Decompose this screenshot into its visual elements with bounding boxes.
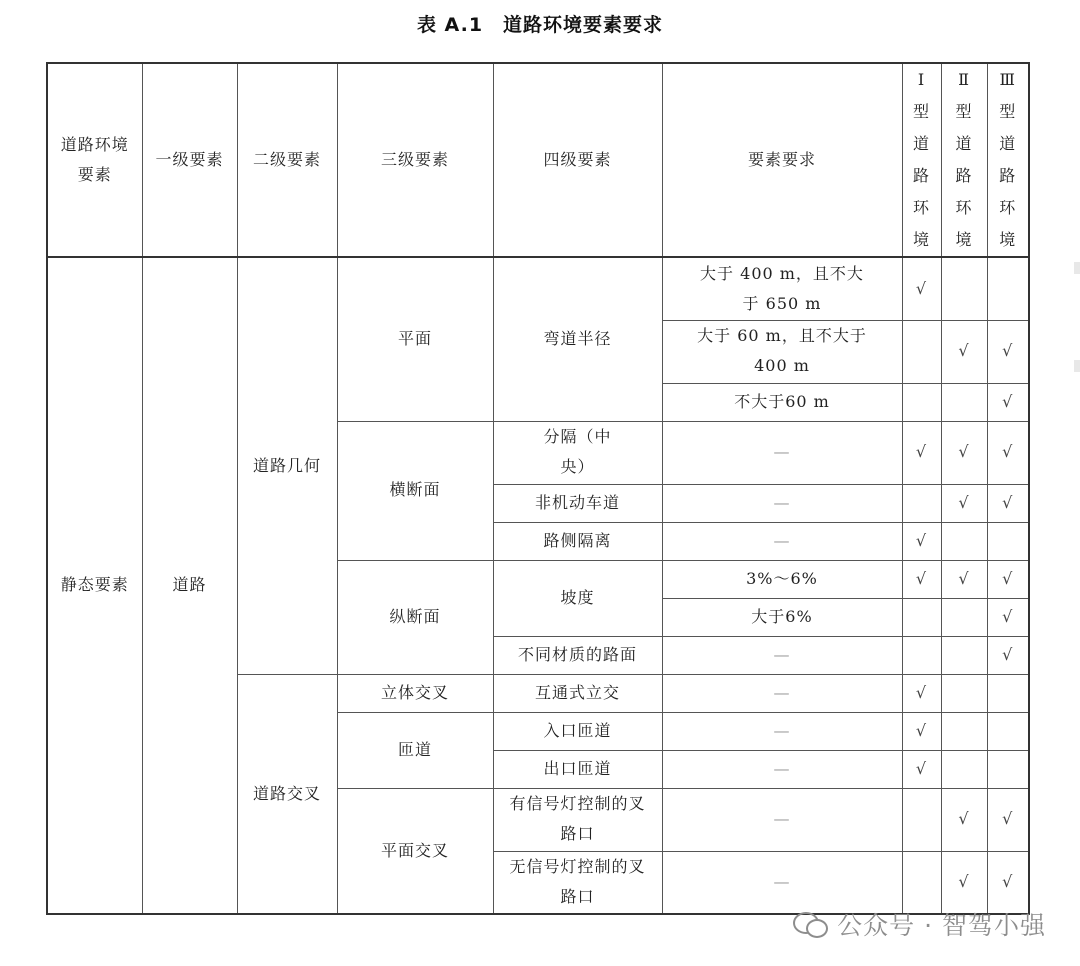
type3-check: √ xyxy=(987,598,1029,636)
wechat-icon xyxy=(793,910,829,938)
type2-check: √ xyxy=(941,320,987,383)
requirement-cell: 3%～6% xyxy=(662,560,902,598)
header-row xyxy=(47,63,1029,257)
type1-check: √ xyxy=(902,421,941,484)
type1-check: √ xyxy=(902,257,941,320)
requirement-cell: 大于 400 m，且不大于 650 m xyxy=(662,257,902,320)
watermark xyxy=(793,906,1046,942)
type2-check xyxy=(941,598,987,636)
type1-check: √ xyxy=(902,750,941,788)
level1-cell: 道路 xyxy=(142,257,237,914)
type3-check: √ xyxy=(987,851,1029,914)
table-row xyxy=(47,257,1029,320)
type1-check xyxy=(902,851,941,914)
requirement-cell: — xyxy=(662,522,902,560)
type2-check xyxy=(941,257,987,320)
header-level3: 三级要素 xyxy=(337,63,493,257)
header-requirement: 要素要求 xyxy=(662,63,902,257)
requirement-cell: 大于6% xyxy=(662,598,902,636)
level4-cell: 无信号灯控制的叉路口 xyxy=(493,851,662,914)
level4-curve-radius-cell: 弯道半径 xyxy=(493,257,662,421)
type2-check xyxy=(941,674,987,712)
type1-check xyxy=(902,788,941,851)
type1-check: √ xyxy=(902,522,941,560)
type3-check: √ xyxy=(987,560,1029,598)
type1-check xyxy=(902,320,941,383)
edge-artifact xyxy=(1074,360,1080,372)
level4-cell: 互通式立交 xyxy=(493,674,662,712)
requirement-cell: — xyxy=(662,484,902,522)
level4-cell: 路侧隔离 xyxy=(493,522,662,560)
header-type1: Ⅰ型道路环境 xyxy=(902,63,941,257)
requirement-cell: — xyxy=(662,421,902,484)
requirement-cell: 大于 60 m，且不大于 400 m xyxy=(662,320,902,383)
type2-check xyxy=(941,750,987,788)
level2-geometry-cell: 道路几何 xyxy=(237,257,337,674)
header-level2: 二级要素 xyxy=(237,63,337,257)
header-type3: Ⅲ型道路环境 xyxy=(987,63,1029,257)
type3-check xyxy=(987,750,1029,788)
level4-cell: 有信号灯控制的叉路口 xyxy=(493,788,662,851)
type3-check xyxy=(987,522,1029,560)
header-level1: 一级要素 xyxy=(142,63,237,257)
edge-artifact xyxy=(1074,262,1080,274)
type3-check: √ xyxy=(987,484,1029,522)
requirement-cell: — xyxy=(662,788,902,851)
type3-check xyxy=(987,712,1029,750)
header-env-element: 道路环境要素 xyxy=(47,63,142,257)
type2-check xyxy=(941,712,987,750)
requirement-cell: — xyxy=(662,750,902,788)
level4-cell: 非机动车道 xyxy=(493,484,662,522)
level3-cross-section-cell: 横断面 xyxy=(337,421,493,560)
type3-check: √ xyxy=(987,788,1029,851)
type2-check: √ xyxy=(941,788,987,851)
type3-check xyxy=(987,257,1029,320)
type2-check: √ xyxy=(941,484,987,522)
level3-ramp-cell: 匝道 xyxy=(337,712,493,788)
level3-interchange-cell: 立体交叉 xyxy=(337,674,493,712)
table-title: 表 A.1 道路环境要素要求 xyxy=(416,14,664,36)
requirement-cell: 不大于60 m xyxy=(662,383,902,421)
requirements-table xyxy=(46,62,1030,915)
requirement-cell: — xyxy=(662,851,902,914)
header-type2: Ⅱ型道路环境 xyxy=(941,63,987,257)
type2-check xyxy=(941,522,987,560)
type1-check xyxy=(902,636,941,674)
type3-check xyxy=(987,674,1029,712)
type1-check xyxy=(902,598,941,636)
type1-check xyxy=(902,383,941,421)
level3-plane-cell: 平面 xyxy=(337,257,493,421)
header-level4: 四级要素 xyxy=(493,63,662,257)
type1-check xyxy=(902,484,941,522)
env-element-cell: 静态要素 xyxy=(47,257,142,914)
level4-cell: 出口匝道 xyxy=(493,750,662,788)
requirement-cell: — xyxy=(662,712,902,750)
requirement-cell: — xyxy=(662,636,902,674)
type2-check: √ xyxy=(941,421,987,484)
type1-check: √ xyxy=(902,674,941,712)
type3-check: √ xyxy=(987,421,1029,484)
type3-check: √ xyxy=(987,320,1029,383)
level4-cell: 入口匝道 xyxy=(493,712,662,750)
type2-check: √ xyxy=(941,851,987,914)
type1-check: √ xyxy=(902,712,941,750)
level2-intersection-cell: 道路交叉 xyxy=(237,674,337,914)
type3-check: √ xyxy=(987,383,1029,421)
level3-longitudinal-cell: 纵断面 xyxy=(337,560,493,674)
requirement-cell: — xyxy=(662,674,902,712)
type1-check: √ xyxy=(902,560,941,598)
type2-check xyxy=(941,383,987,421)
level4-slope-cell: 坡度 xyxy=(493,560,662,636)
level4-cell: 分隔（中央） xyxy=(493,421,662,484)
type2-check: √ xyxy=(941,560,987,598)
watermark-text: 公众号 · 智驾小强 xyxy=(837,911,1046,940)
level3-at-grade-cell: 平面交叉 xyxy=(337,788,493,914)
type2-check xyxy=(941,636,987,674)
type3-check: √ xyxy=(987,636,1029,674)
level4-cell: 不同材质的路面 xyxy=(493,636,662,674)
